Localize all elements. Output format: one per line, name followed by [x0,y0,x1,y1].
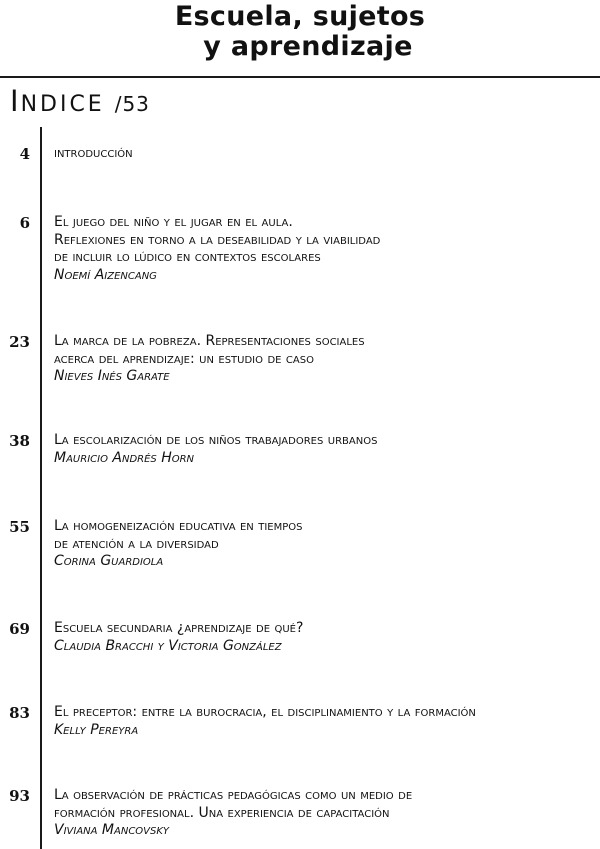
entry-author: Corina Guardiola [54,553,164,569]
page-number: 55 [9,518,30,536]
entry-text [54,145,594,163]
entry-text [54,620,594,655]
entry-author: Noemí Aizencang [54,266,157,283]
entry-author: Viviana Mancovsky [54,822,170,838]
page-number: 23 [9,333,30,351]
entry-title-line: Escuela secundaria ¿aprendizaje de qué? [54,620,304,636]
entry-text [54,787,594,840]
entry-title-line: acerca del aprendizaje: un estudio de caso [54,350,314,367]
publication-title [0,2,600,62]
entry-title-line: La observación de prácticas pedagógicas como un medio de [54,787,413,803]
page-number: 93 [9,787,30,805]
page-number: 69 [9,620,30,638]
index-heading-initial: I [10,84,21,118]
entry-author: Kelly Pereyra [54,721,139,738]
entry-title-line: La homogeneización educativa en tiempos [54,518,303,534]
index-divider-line [40,127,42,849]
page-number: 83 [9,704,30,722]
entry-text [54,518,594,571]
header-rule [0,76,600,78]
entry-text [54,432,594,467]
entry-title-line: introducción [54,145,133,161]
entry-title-line: El preceptor: entre la burocracia, el disciplinamiento y la formación [54,704,476,720]
entry-title-line: formación profesional. Una experiencia de capacitación [54,804,390,821]
entry-title-line: Reflexiones en torno a la deseabilidad y la viabilidad [54,231,381,248]
entry-author: Claudia Bracchi y Victoria González [54,637,282,654]
issue-number: /53 [114,92,150,116]
entry-title-line: La marca de la pobreza. Representaciones sociales [54,333,365,349]
entry-text [54,704,594,739]
entry-title-line: La escolarización de los niños trabajadores urbanos [54,432,378,448]
entry-text [54,333,594,386]
entry-title-line: de incluir lo lúdico en contextos escolares [54,249,321,265]
index-heading [10,86,150,120]
entry-title-line: de atención a la diversidad [54,535,219,552]
page-number: 4 [19,145,30,163]
entry-author: Nieves Inés Garate [54,368,170,384]
title-line-2: y aprendizaje [203,31,413,62]
page-number: 6 [19,214,30,232]
entry-title-line: El juego del niño y el jugar en el aula. [54,214,293,230]
index-heading-rest: NDICE [20,92,105,117]
title-line-1: Escuela, sujetos [174,1,426,32]
page-number: 38 [9,432,30,450]
entry-text [54,214,594,284]
entry-author: Mauricio Andrés Horn [54,449,195,466]
